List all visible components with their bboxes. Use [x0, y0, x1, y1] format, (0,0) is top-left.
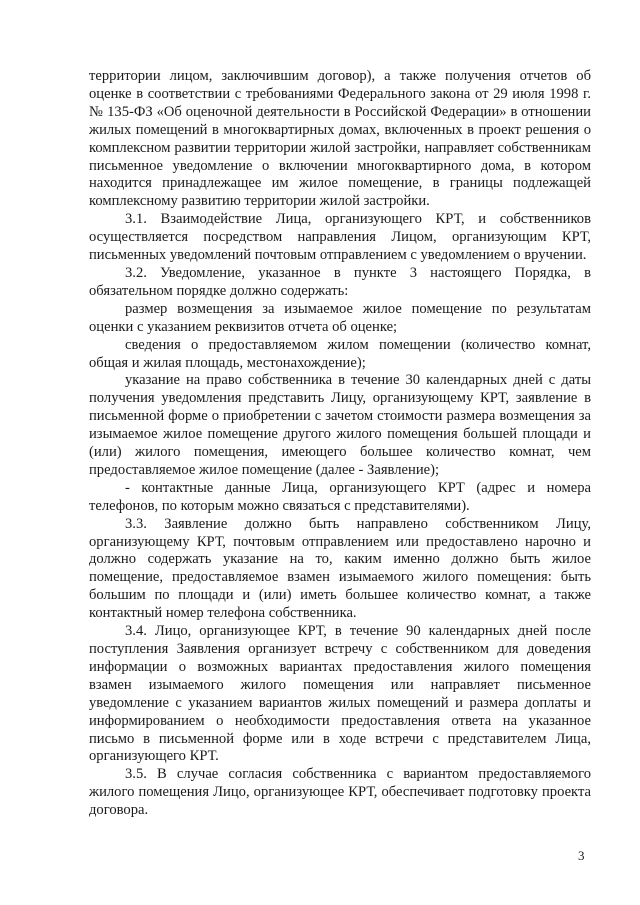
- paragraph-3-3: 3.3. Заявление должно быть направлено собственником Лицу, организующему КРТ, почтовым отправлением или предоставлено нарочно и должно содержать указание на то, каким именно должно быть жилое помещение, предоставляемое взамен изымаемого жилого помещения: быть большим по площади и (или) иметь большее количество комнат, а также контактный номер телефона собственника.: [89, 515, 591, 622]
- paragraph-3-2: 3.2. Уведомление, указанное в пункте 3 настоящего Порядка, в обязательном порядке должно содержать:: [89, 264, 591, 299]
- list-item-compensation: размер возмещения за изымаемое жилое помещение по результатам оценки с указанием реквизитов отчета об оценке;: [89, 300, 591, 335]
- paragraph-3-1: 3.1. Взаимодействие Лица, организующего КРТ, и собственников осуществляется посредством направления Лицом, организующим КРТ, письменных уведомлений почтовым отправлением с уведомлением о вручении.: [89, 211, 591, 264]
- paragraph-3-4: 3.4. Лицо, организующее КРТ, в течение 90 календарных дней после поступления Заявления организует встречу с собственником для доведения информации о возможных вариантах предоставления жилого помещения взамен изымаемого жилого помещения или направляет письменное уведомление с указанием вариантов жилых помещений и размера доплаты и информированием о необходимости предоставления ответа на указанное письмо в письменной форме или в ходе встречи с представителем Лица, организующего КРТ.: [89, 623, 591, 765]
- document-body: [89, 68, 591, 820]
- paragraph-3-5: 3.5. В случае согласия собственника с вариантом предоставляемого жилого помещения Лицо, организующее КРТ, обеспечивает подготовку проекта договора.: [89, 766, 591, 819]
- list-item-contact-data: - контактные данные Лица, организующего КРТ (адрес и номера телефонов, по которым можно связаться с представителями).: [89, 479, 591, 514]
- list-item-owner-right: указание на право собственника в течение 30 календарных дней с даты получения уведомления представить Лицу, организующему КРТ, заявление в письменной форме о приобретении с зачетом стоимости размера возмещения за изымаемое жилое помещение другого жилого помещения большей площади и (или) жилого помещения, имеющего большее количество комнат, чем предоставляемое жилое помещение (далее - Заявление);: [89, 372, 591, 478]
- page-number: 3: [578, 848, 585, 863]
- list-item-premises-info: сведения о предоставляемом жилом помещении (количество комнат, общая и жилая площадь, местонахождение);: [89, 336, 591, 371]
- paragraph-continuation: территории лицом, заключившим договор), а также получения отчетов об оценке в соответствии с требованиями Федерального закона от 29 июля 1998 г. № 135-ФЗ «Об оценочной деятельности в Российской Федерации» в отношении жилых помещений в многоквартирных домах, включенных в проект решения о комплексном развитии территории жилой застройки, направляет собственникам письменное уведомление о включении многоквартирного дома, в котором находится принадлежащее им жилое помещение, в границы подлежащей комплексному развитию территории жилой застройки.: [89, 68, 591, 210]
